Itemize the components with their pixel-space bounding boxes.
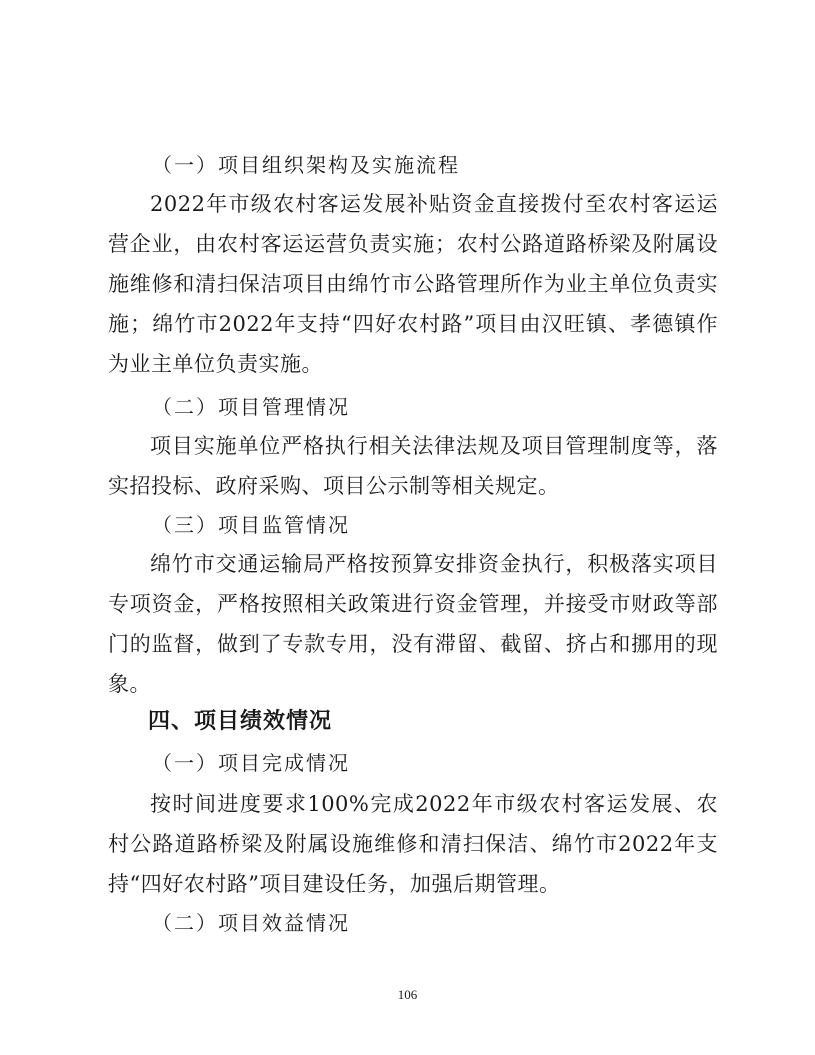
paragraph-management: 项目实施单位严格执行相关法律法规及项目管理制度等，落实招投标、政府采购、项目公示制等相关规定。 <box>108 434 718 498</box>
paragraph-supervision: 绵竹市交通运输局严格按预算安排资金执行，积极落实项目专项资金，严格按照相关政策进行资金管理，并接受市财政等部门的监督，做到了专款专用，没有滞留、截留、挤占和挪用的现象。 <box>108 552 718 696</box>
paragraph-organization: 2022年市级农村客运发展补贴资金直接拨付至农村客运运营企业，由农村客运运营负责实施；农村公路道路桥梁及附属设施维修和清扫保洁项目由绵竹市公路管理所作为业主单位负责实施；绵竹市2022年支持“四好农村路”项目由汉旺镇、孝德镇作为业主单位负责实施。 <box>108 192 718 376</box>
section-heading-organization: （一）项目组织架构及实施流程 <box>152 153 460 177</box>
section-heading-completion: （一）项目完成情况 <box>152 751 350 775</box>
section-heading-supervision: （三）项目监管情况 <box>152 513 350 537</box>
page-number: 106 <box>397 987 418 1002</box>
section-heading-management: （二）项目管理情况 <box>152 395 350 419</box>
chapter-heading-performance: 四、项目绩效情况 <box>148 709 333 734</box>
section-heading-benefits: （二）项目效益情况 <box>152 911 350 935</box>
paragraph-completion: 按时间进度要求100%完成2022年市级农村客运发展、农村公路道路桥梁及附属设施维修和清扫保洁、绵竹市2022年支持“四好农村路”项目建设任务，加强后期管理。 <box>108 792 718 896</box>
